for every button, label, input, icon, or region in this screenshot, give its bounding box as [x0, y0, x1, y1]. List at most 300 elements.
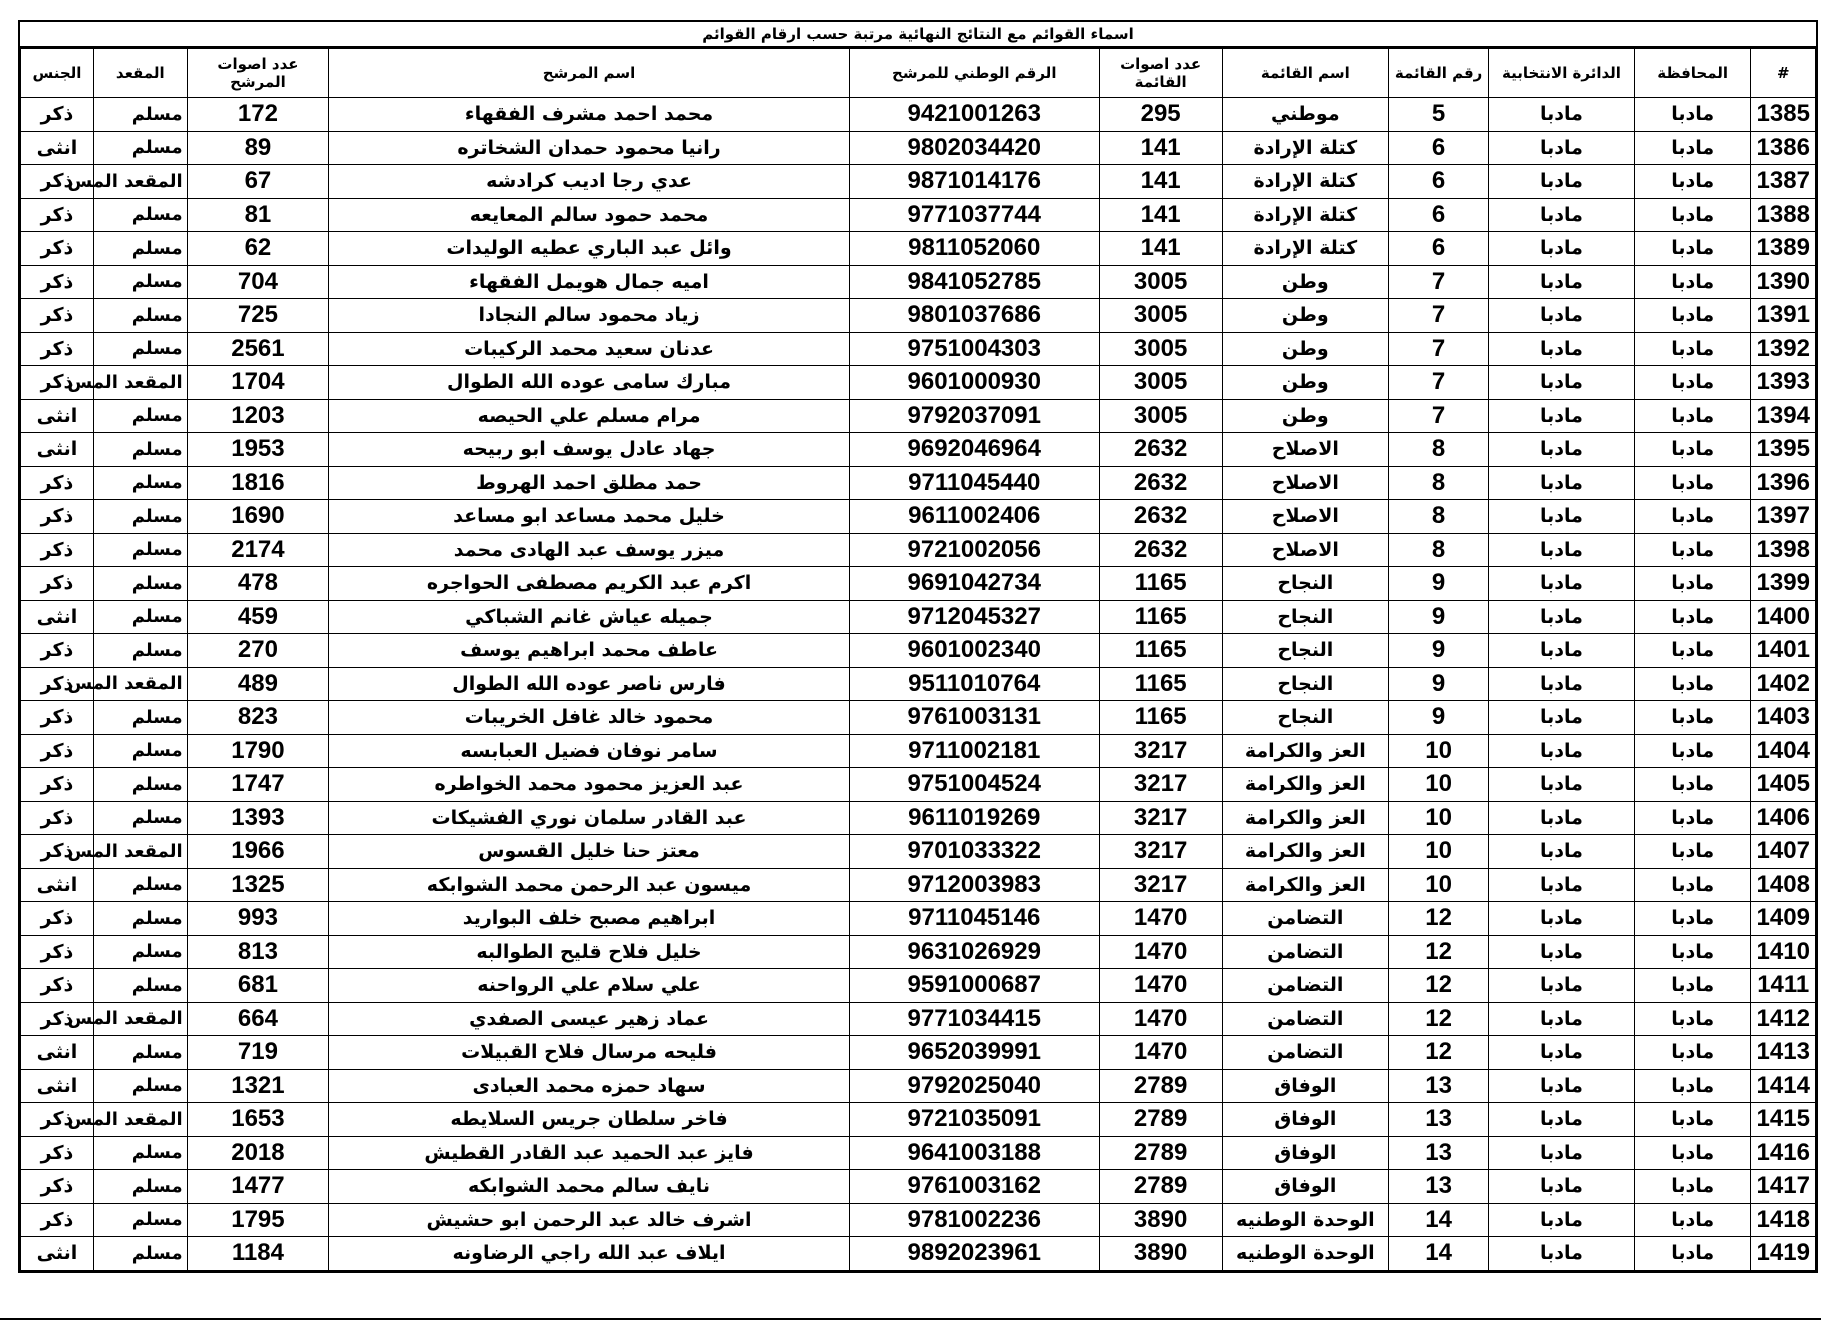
seat-cell: مسلم: [93, 500, 187, 534]
district-cell: مادبا: [1489, 902, 1635, 936]
seat-cell: مسلم: [93, 332, 187, 366]
list-number-cell: 10: [1389, 835, 1489, 869]
row-index: 1415: [1751, 1103, 1816, 1137]
seat-cell: المقعد المس: [93, 835, 187, 869]
list-number-cell: 9: [1389, 667, 1489, 701]
table-row: [21, 1237, 1816, 1271]
table-row: [21, 265, 1816, 299]
list-number-cell: 7: [1389, 299, 1489, 333]
candidate-votes-cell: 664: [187, 1002, 329, 1036]
governorate-cell: مادبا: [1634, 500, 1751, 534]
row-index: 1396: [1751, 466, 1816, 500]
table-row: [21, 131, 1816, 165]
national-id-cell: 9692046964: [849, 433, 1099, 467]
national-id-cell: 9871014176: [849, 165, 1099, 199]
list-votes-cell: 3217: [1099, 801, 1222, 835]
seat-cell: مسلم: [93, 98, 187, 132]
col-header-candidate: اسم المرشح: [329, 49, 850, 98]
governorate-cell: مادبا: [1634, 299, 1751, 333]
col-header-list-number: رقم القائمة: [1389, 49, 1489, 98]
list-name-cell: كتلة الإرادة: [1222, 198, 1389, 232]
header-row: [21, 49, 1816, 98]
row-index: 1417: [1751, 1170, 1816, 1204]
district-cell: مادبا: [1489, 165, 1635, 199]
col-header-index: #: [1751, 49, 1816, 98]
governorate-cell: مادبا: [1634, 165, 1751, 199]
list-name-cell: وطن: [1222, 265, 1389, 299]
governorate-cell: مادبا: [1634, 1002, 1751, 1036]
table-row: [21, 701, 1816, 735]
district-cell: مادبا: [1489, 466, 1635, 500]
list-number-cell: 7: [1389, 399, 1489, 433]
table-row: [21, 433, 1816, 467]
district-cell: مادبا: [1489, 935, 1635, 969]
list-name-cell: الوفاق: [1222, 1136, 1389, 1170]
list-votes-cell: 2789: [1099, 1069, 1222, 1103]
candidate-votes-cell: 1953: [187, 433, 329, 467]
list-votes-cell: 1470: [1099, 1002, 1222, 1036]
national-id-cell: 9712003983: [849, 868, 1099, 902]
seat-cell: مسلم: [93, 634, 187, 668]
row-index: 1412: [1751, 1002, 1816, 1036]
list-number-cell: 9: [1389, 600, 1489, 634]
governorate-cell: مادبا: [1634, 98, 1751, 132]
list-votes-cell: 3217: [1099, 868, 1222, 902]
candidate-votes-cell: 1816: [187, 466, 329, 500]
gender-cell: ذكر: [21, 969, 94, 1003]
national-id-cell: 9721035091: [849, 1103, 1099, 1137]
candidate-name-cell: سهاد حمزه محمد العبادى: [329, 1069, 850, 1103]
page-title: اسماء القوائم مع النتائج النهائية مرتبة حسب ارقام القوائم: [20, 22, 1816, 48]
list-number-cell: 10: [1389, 801, 1489, 835]
list-name-cell: كتلة الإرادة: [1222, 165, 1389, 199]
gender-cell: انثى: [21, 1237, 94, 1271]
governorate-cell: مادبا: [1634, 600, 1751, 634]
list-name-cell: التضامن: [1222, 1002, 1389, 1036]
national-id-cell: 9781002236: [849, 1203, 1099, 1237]
district-cell: مادبا: [1489, 332, 1635, 366]
seat-cell: المقعد المس: [93, 667, 187, 701]
list-number-cell: 12: [1389, 969, 1489, 1003]
list-votes-cell: 3217: [1099, 835, 1222, 869]
list-votes-cell: 141: [1099, 165, 1222, 199]
list-votes-cell: 1470: [1099, 902, 1222, 936]
district-cell: مادبا: [1489, 433, 1635, 467]
national-id-cell: 9611002406: [849, 500, 1099, 534]
candidate-votes-cell: 89: [187, 131, 329, 165]
candidate-name-cell: عبد القادر سلمان نوري الفشيكات: [329, 801, 850, 835]
district-cell: مادبا: [1489, 1002, 1635, 1036]
gender-cell: ذكر: [21, 667, 94, 701]
table-row: [21, 366, 1816, 400]
gender-cell: ذكر: [21, 500, 94, 534]
table-row: [21, 835, 1816, 869]
list-name-cell: كتلة الإرادة: [1222, 131, 1389, 165]
table-row: [21, 801, 1816, 835]
row-index: 1418: [1751, 1203, 1816, 1237]
candidate-votes-cell: 823: [187, 701, 329, 735]
table-row: [21, 634, 1816, 668]
list-name-cell: العز والكرامة: [1222, 768, 1389, 802]
row-index: 1387: [1751, 165, 1816, 199]
list-name-cell: العز والكرامة: [1222, 868, 1389, 902]
list-number-cell: 6: [1389, 198, 1489, 232]
table-row: [21, 500, 1816, 534]
gender-cell: انثى: [21, 868, 94, 902]
list-number-cell: 14: [1389, 1203, 1489, 1237]
list-number-cell: 8: [1389, 533, 1489, 567]
seat-cell: مسلم: [93, 734, 187, 768]
seat-cell: المقعد المس: [93, 1002, 187, 1036]
list-votes-cell: 141: [1099, 232, 1222, 266]
table-row: [21, 1036, 1816, 1070]
candidate-name-cell: ايلاف عبد الله راجي الرضاونه: [329, 1237, 850, 1271]
seat-cell: مسلم: [93, 399, 187, 433]
list-votes-cell: 1165: [1099, 567, 1222, 601]
table-row: [21, 1203, 1816, 1237]
district-cell: مادبا: [1489, 734, 1635, 768]
list-name-cell: كتلة الإرادة: [1222, 232, 1389, 266]
governorate-cell: مادبا: [1634, 1170, 1751, 1204]
list-votes-cell: 2789: [1099, 1136, 1222, 1170]
district-cell: مادبا: [1489, 1136, 1635, 1170]
candidate-name-cell: وائل عبد الباري عطيه الوليدات: [329, 232, 850, 266]
governorate-cell: مادبا: [1634, 835, 1751, 869]
list-votes-cell: 1470: [1099, 1036, 1222, 1070]
row-index: 1393: [1751, 366, 1816, 400]
table-row: [21, 734, 1816, 768]
list-votes-cell: 3217: [1099, 734, 1222, 768]
seat-cell: مسلم: [93, 600, 187, 634]
candidate-name-cell: خليل محمد مساعد ابو مساعد: [329, 500, 850, 534]
district-cell: مادبا: [1489, 533, 1635, 567]
candidate-votes-cell: 1966: [187, 835, 329, 869]
list-number-cell: 8: [1389, 433, 1489, 467]
gender-cell: ذكر: [21, 165, 94, 199]
national-id-cell: 9811052060: [849, 232, 1099, 266]
list-number-cell: 8: [1389, 466, 1489, 500]
row-index: 1394: [1751, 399, 1816, 433]
list-number-cell: 6: [1389, 165, 1489, 199]
seat-cell: مسلم: [93, 433, 187, 467]
gender-cell: ذكر: [21, 935, 94, 969]
table-row: [21, 902, 1816, 936]
candidate-name-cell: رانيا محمود حمدان الشخاتره: [329, 131, 850, 165]
national-id-cell: 9721002056: [849, 533, 1099, 567]
candidate-name-cell: عاطف محمد ابراهيم يوسف: [329, 634, 850, 668]
list-name-cell: الوفاق: [1222, 1170, 1389, 1204]
candidate-name-cell: علي سلام علي الرواحنه: [329, 969, 850, 1003]
list-votes-cell: 1470: [1099, 935, 1222, 969]
gender-cell: ذكر: [21, 299, 94, 333]
list-number-cell: 12: [1389, 1036, 1489, 1070]
col-header-list-name: اسم القائمة: [1222, 49, 1389, 98]
col-header-candidate-votes: عدد اصوات المرشح: [187, 49, 329, 98]
table-row: [21, 1103, 1816, 1137]
row-index: 1388: [1751, 198, 1816, 232]
candidate-votes-cell: 478: [187, 567, 329, 601]
national-id-cell: 9712045327: [849, 600, 1099, 634]
candidate-votes-cell: 2018: [187, 1136, 329, 1170]
candidate-votes-cell: 1690: [187, 500, 329, 534]
gender-cell: ذكر: [21, 567, 94, 601]
seat-cell: مسلم: [93, 701, 187, 735]
governorate-cell: مادبا: [1634, 433, 1751, 467]
candidate-votes-cell: 681: [187, 969, 329, 1003]
table-row: [21, 466, 1816, 500]
gender-cell: ذكر: [21, 332, 94, 366]
district-cell: مادبا: [1489, 1069, 1635, 1103]
national-id-cell: 9761003131: [849, 701, 1099, 735]
list-number-cell: 9: [1389, 701, 1489, 735]
list-number-cell: 7: [1389, 265, 1489, 299]
row-index: 1407: [1751, 835, 1816, 869]
candidate-votes-cell: 704: [187, 265, 329, 299]
list-name-cell: الوفاق: [1222, 1069, 1389, 1103]
national-id-cell: 9601002340: [849, 634, 1099, 668]
seat-cell: مسلم: [93, 567, 187, 601]
candidate-votes-cell: 459: [187, 600, 329, 634]
governorate-cell: مادبا: [1634, 1203, 1751, 1237]
list-name-cell: النجاح: [1222, 667, 1389, 701]
col-header-gender: الجنس: [21, 49, 94, 98]
candidate-votes-cell: 1393: [187, 801, 329, 835]
list-name-cell: التضامن: [1222, 902, 1389, 936]
national-id-cell: 9802034420: [849, 131, 1099, 165]
candidate-name-cell: اميه جمال هويمل الفقهاء: [329, 265, 850, 299]
col-header-seat: المقعد: [93, 49, 187, 98]
candidate-votes-cell: 1747: [187, 768, 329, 802]
national-id-cell: 9652039991: [849, 1036, 1099, 1070]
list-number-cell: 10: [1389, 768, 1489, 802]
gender-cell: ذكر: [21, 902, 94, 936]
national-id-cell: 9801037686: [849, 299, 1099, 333]
table-row: [21, 567, 1816, 601]
national-id-cell: 9641003188: [849, 1136, 1099, 1170]
table-row: [21, 165, 1816, 199]
candidate-name-cell: زياد محمود سالم النجادا: [329, 299, 850, 333]
table-row: [21, 667, 1816, 701]
list-number-cell: 13: [1389, 1170, 1489, 1204]
district-cell: مادبا: [1489, 366, 1635, 400]
row-index: 1410: [1751, 935, 1816, 969]
list-number-cell: 7: [1389, 332, 1489, 366]
national-id-cell: 9611019269: [849, 801, 1099, 835]
col-header-district: الدائرة الانتخابية: [1489, 49, 1635, 98]
list-number-cell: 9: [1389, 634, 1489, 668]
row-index: 1385: [1751, 98, 1816, 132]
governorate-cell: مادبا: [1634, 567, 1751, 601]
candidate-votes-cell: 2174: [187, 533, 329, 567]
national-id-cell: 9511010764: [849, 667, 1099, 701]
list-number-cell: 14: [1389, 1237, 1489, 1271]
row-index: 1416: [1751, 1136, 1816, 1170]
list-votes-cell: 2632: [1099, 533, 1222, 567]
list-name-cell: التضامن: [1222, 1036, 1389, 1070]
seat-cell: مسلم: [93, 935, 187, 969]
governorate-cell: مادبا: [1634, 232, 1751, 266]
seat-cell: المقعد المس: [93, 165, 187, 199]
list-votes-cell: 2632: [1099, 433, 1222, 467]
candidate-name-cell: فايز عبد الحميد عبد القادر القطيش: [329, 1136, 850, 1170]
candidate-name-cell: فاخر سلطان جريس السلايطه: [329, 1103, 850, 1137]
list-number-cell: 13: [1389, 1103, 1489, 1137]
table-body: [21, 98, 1816, 1271]
district-cell: مادبا: [1489, 1036, 1635, 1070]
governorate-cell: مادبا: [1634, 701, 1751, 735]
list-number-cell: 10: [1389, 868, 1489, 902]
list-name-cell: موطني: [1222, 98, 1389, 132]
list-name-cell: العز والكرامة: [1222, 801, 1389, 835]
list-name-cell: الوحدة الوطنيه: [1222, 1237, 1389, 1271]
candidate-votes-cell: 993: [187, 902, 329, 936]
candidate-name-cell: ميسون عبد الرحمن محمد الشوابكه: [329, 868, 850, 902]
candidate-name-cell: فليحه مرسال فلاح القبيلات: [329, 1036, 850, 1070]
list-name-cell: العز والكرامة: [1222, 835, 1389, 869]
seat-cell: مسلم: [93, 1170, 187, 1204]
governorate-cell: مادبا: [1634, 1237, 1751, 1271]
row-index: 1392: [1751, 332, 1816, 366]
list-number-cell: 7: [1389, 366, 1489, 400]
seat-cell: مسلم: [93, 1036, 187, 1070]
list-votes-cell: 141: [1099, 131, 1222, 165]
governorate-cell: مادبا: [1634, 1103, 1751, 1137]
list-votes-cell: 3005: [1099, 332, 1222, 366]
col-header-list-votes: عدد اصوات القائمة: [1099, 49, 1222, 98]
list-votes-cell: 3005: [1099, 299, 1222, 333]
candidate-votes-cell: 1653: [187, 1103, 329, 1137]
seat-cell: مسلم: [93, 801, 187, 835]
candidate-name-cell: خليل فلاح قليح الطوالبه: [329, 935, 850, 969]
governorate-cell: مادبا: [1634, 935, 1751, 969]
gender-cell: ذكر: [21, 198, 94, 232]
seat-cell: مسلم: [93, 1237, 187, 1271]
national-id-cell: 9751004524: [849, 768, 1099, 802]
row-index: 1390: [1751, 265, 1816, 299]
results-table: [20, 48, 1816, 1271]
seat-cell: مسلم: [93, 868, 187, 902]
list-votes-cell: 295: [1099, 98, 1222, 132]
gender-cell: ذكر: [21, 634, 94, 668]
district-cell: مادبا: [1489, 801, 1635, 835]
list-number-cell: 13: [1389, 1136, 1489, 1170]
table-row: [21, 1002, 1816, 1036]
list-name-cell: وطن: [1222, 299, 1389, 333]
table-row: [21, 332, 1816, 366]
gender-cell: انثى: [21, 1036, 94, 1070]
candidate-name-cell: اكرم عبد الكريم مصطفى الحواجره: [329, 567, 850, 601]
results-sheet: [18, 20, 1818, 1273]
governorate-cell: مادبا: [1634, 734, 1751, 768]
list-name-cell: وطن: [1222, 332, 1389, 366]
governorate-cell: مادبا: [1634, 1069, 1751, 1103]
candidate-name-cell: محمد احمد مشرف الفقهاء: [329, 98, 850, 132]
seat-cell: المقعد المس: [93, 1103, 187, 1137]
candidate-name-cell: فارس ناصر عوده الله الطوال: [329, 667, 850, 701]
district-cell: مادبا: [1489, 131, 1635, 165]
candidate-votes-cell: 67: [187, 165, 329, 199]
district-cell: مادبا: [1489, 600, 1635, 634]
list-votes-cell: 3890: [1099, 1203, 1222, 1237]
candidate-votes-cell: 1477: [187, 1170, 329, 1204]
candidate-votes-cell: 1704: [187, 366, 329, 400]
national-id-cell: 9751004303: [849, 332, 1099, 366]
gender-cell: ذكر: [21, 1002, 94, 1036]
seat-cell: مسلم: [93, 768, 187, 802]
gender-cell: ذكر: [21, 1103, 94, 1137]
district-cell: مادبا: [1489, 768, 1635, 802]
row-index: 1411: [1751, 969, 1816, 1003]
gender-cell: ذكر: [21, 835, 94, 869]
district-cell: مادبا: [1489, 500, 1635, 534]
candidate-votes-cell: 489: [187, 667, 329, 701]
row-index: 1398: [1751, 533, 1816, 567]
gender-cell: ذكر: [21, 1203, 94, 1237]
list-name-cell: الوحدة الوطنيه: [1222, 1203, 1389, 1237]
governorate-cell: مادبا: [1634, 667, 1751, 701]
list-votes-cell: 2789: [1099, 1170, 1222, 1204]
gender-cell: ذكر: [21, 1170, 94, 1204]
row-index: 1419: [1751, 1237, 1816, 1271]
national-id-cell: 9792025040: [849, 1069, 1099, 1103]
list-votes-cell: 3890: [1099, 1237, 1222, 1271]
row-index: 1402: [1751, 667, 1816, 701]
gender-cell: ذكر: [21, 98, 94, 132]
list-name-cell: وطن: [1222, 399, 1389, 433]
list-name-cell: النجاح: [1222, 567, 1389, 601]
seat-cell: مسلم: [93, 1203, 187, 1237]
row-index: 1401: [1751, 634, 1816, 668]
candidate-name-cell: عدي رجا اديب كرادشه: [329, 165, 850, 199]
candidate-votes-cell: 1790: [187, 734, 329, 768]
table-row: [21, 399, 1816, 433]
list-name-cell: النجاح: [1222, 634, 1389, 668]
list-votes-cell: 3217: [1099, 768, 1222, 802]
list-number-cell: 6: [1389, 131, 1489, 165]
col-header-national-id: الرقم الوطني للمرشح: [849, 49, 1099, 98]
list-number-cell: 9: [1389, 567, 1489, 601]
candidate-votes-cell: 270: [187, 634, 329, 668]
table-row: [21, 768, 1816, 802]
row-index: 1409: [1751, 902, 1816, 936]
row-index: 1389: [1751, 232, 1816, 266]
page-bottom-rule: [0, 1318, 1821, 1320]
table-row: [21, 868, 1816, 902]
district-cell: مادبا: [1489, 1170, 1635, 1204]
national-id-cell: 9761003162: [849, 1170, 1099, 1204]
list-number-cell: 12: [1389, 935, 1489, 969]
list-votes-cell: 3005: [1099, 366, 1222, 400]
list-name-cell: العز والكرامة: [1222, 734, 1389, 768]
table-row: [21, 198, 1816, 232]
gender-cell: ذكر: [21, 734, 94, 768]
seat-cell: مسلم: [93, 533, 187, 567]
district-cell: مادبا: [1489, 634, 1635, 668]
list-votes-cell: 2632: [1099, 466, 1222, 500]
national-id-cell: 9631026929: [849, 935, 1099, 969]
list-votes-cell: 2789: [1099, 1103, 1222, 1137]
list-votes-cell: 1165: [1099, 667, 1222, 701]
governorate-cell: مادبا: [1634, 902, 1751, 936]
district-cell: مادبا: [1489, 265, 1635, 299]
list-name-cell: النجاح: [1222, 701, 1389, 735]
list-number-cell: 12: [1389, 902, 1489, 936]
candidate-name-cell: عبد العزيز محمود محمد الخواطره: [329, 768, 850, 802]
national-id-cell: 9711045146: [849, 902, 1099, 936]
list-number-cell: 12: [1389, 1002, 1489, 1036]
row-index: 1397: [1751, 500, 1816, 534]
table-row: [21, 600, 1816, 634]
